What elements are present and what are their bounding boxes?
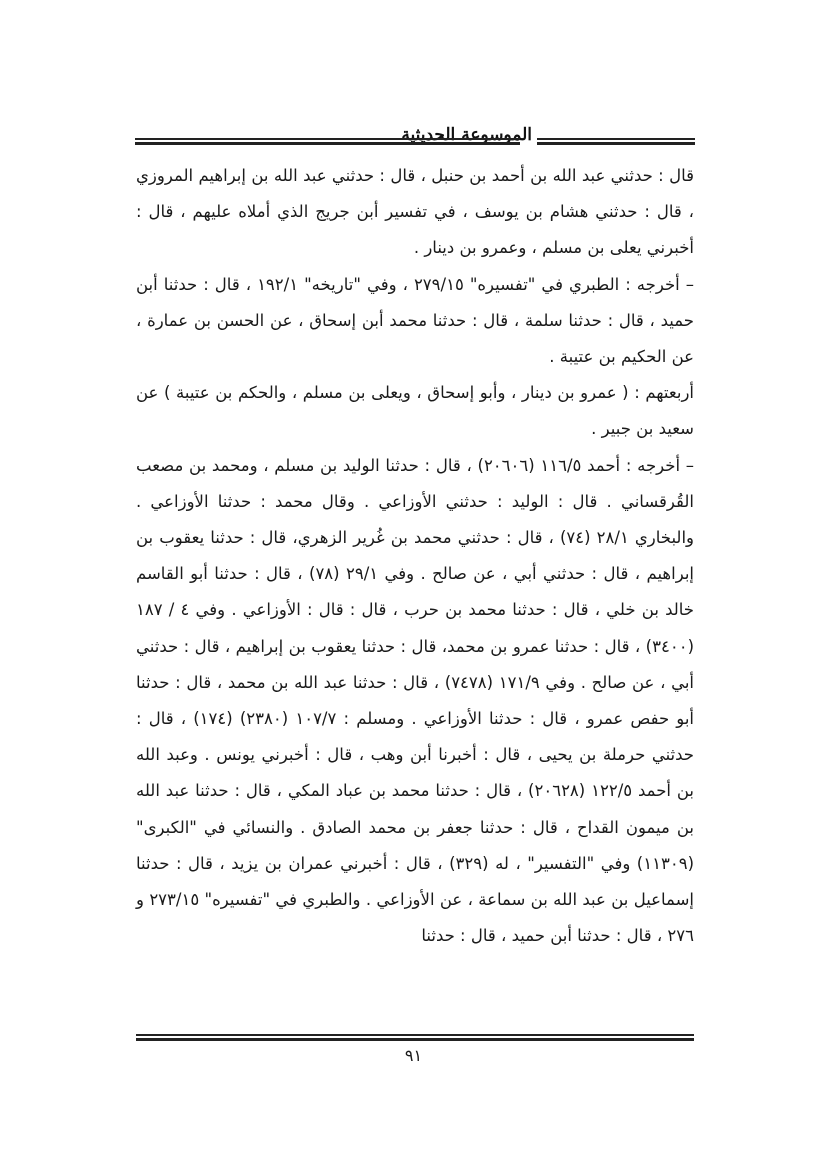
header-rule-right-thick — [537, 142, 695, 145]
body-text — [136, 158, 694, 954]
paragraph-1: قال : حدثني عبد الله بن أحمد بن حنبل ، قال : حدثني عبد الله بن إبراهيم المروزي ، قال : حدثني هشام بن يوسف ، في تفسير أبن جريج الذي أملاه عليهم ، قال : أخبرني يعلى بن مسلم ، وعمرو بن دينار . — [136, 166, 694, 258]
header-rule-right — [537, 138, 695, 140]
header-rule-left-thick — [135, 142, 520, 145]
page-number: ٩١ — [404, 1046, 423, 1065]
footer-rule-thick — [136, 1038, 694, 1041]
page-title: الموسوعة الحديثية — [401, 125, 532, 145]
paragraph-4: – أخرجه : أحمد ١١٦/٥ (٢٠٦٠٦) ، قال : حدثنا الوليد بن مسلم ، ومحمد بن مصعب القُرقساني . قال : الوليد : حدثني الأوزاعي . وقال محمد : حدثنا الأوزاعي . والبخاري ٢٨/١ (٧٤) ، قال : حدثني محمد بن غُرير الزهري، قال : حدثنا يعقوب بن إبراهيم ، قال : حدثني أبي ، عن صالح . وفي ٢٩/١ (٧٨) ، قال : حدثنا أبو القاسم خالد بن خلي ، قال : حدثنا محمد بن حرب ، قال : قال : الأوزاعي . وفي ٤ / ١٨٧ (٣٤٠٠) ، قال : حدثنا عمرو بن محمد، قال : حدثنا يعقوب بن إبراهيم ، قال : حدثني أبي ، عن صالح . وفي ١٧١/٩ (٧٤٧٨) ، قال : حدثنا عبد الله بن محمد ، قال : حدثنا أبو حفص عمرو ، قال : حدثنا الأوزاعي . ومسلم : ١٠٧/٧ (٢٣٨٠) (١٧٤) ، قال : حدثني حرملة بن يحيى ، قال : أخبرنا أبن وهب ، قال : أخبرني يونس . وعبد الله بن أحمد ١٢٢/٥ (٢٠٦٢٨) ، قال : حدثنا محمد بن عباد المكي ، قال : حدثنا عبد الله بن ميمون القداح ، قال : حدثنا جعفر بن محمد الصادق . والنسائي في "الكبرى" (١١٣٠٩) وفي "التفسير" ، له (٣٢٩) ، قال : أخبرني عمران بن يزيد ، قال : حدثنا إسماعيل بن عبد الله بن سماعة ، عن الأوزاعي . والطبري في "تفسيره" ٢٧٣/١٥ و ٢٧٦ ، قال : حدثنا أبن حميد ، قال : حدثنا — [136, 455, 695, 946]
header-rule-left — [135, 138, 520, 140]
paragraph-3: أربعتهم : ( عمرو بن دينار ، وأبو إسحاق ، ويعلى بن مسلم ، والحكم بن عتيبة ) عن سعيد بن جبير . — [136, 383, 694, 439]
footer-rule — [136, 1034, 694, 1036]
page-header — [135, 121, 695, 155]
paragraph-2: – أخرجه : الطبري في "تفسيره" ٢٧٩/١٥ ، وفي "تاريخه" ١٩٢/١ ، قال : حدثنا أبن حميد ، قال : حدثنا سلمة ، قال : حدثنا محمد أبن إسحاق ، عن الحسن بن عمارة ، عن الحكيم بن عتيبة . — [136, 274, 694, 367]
